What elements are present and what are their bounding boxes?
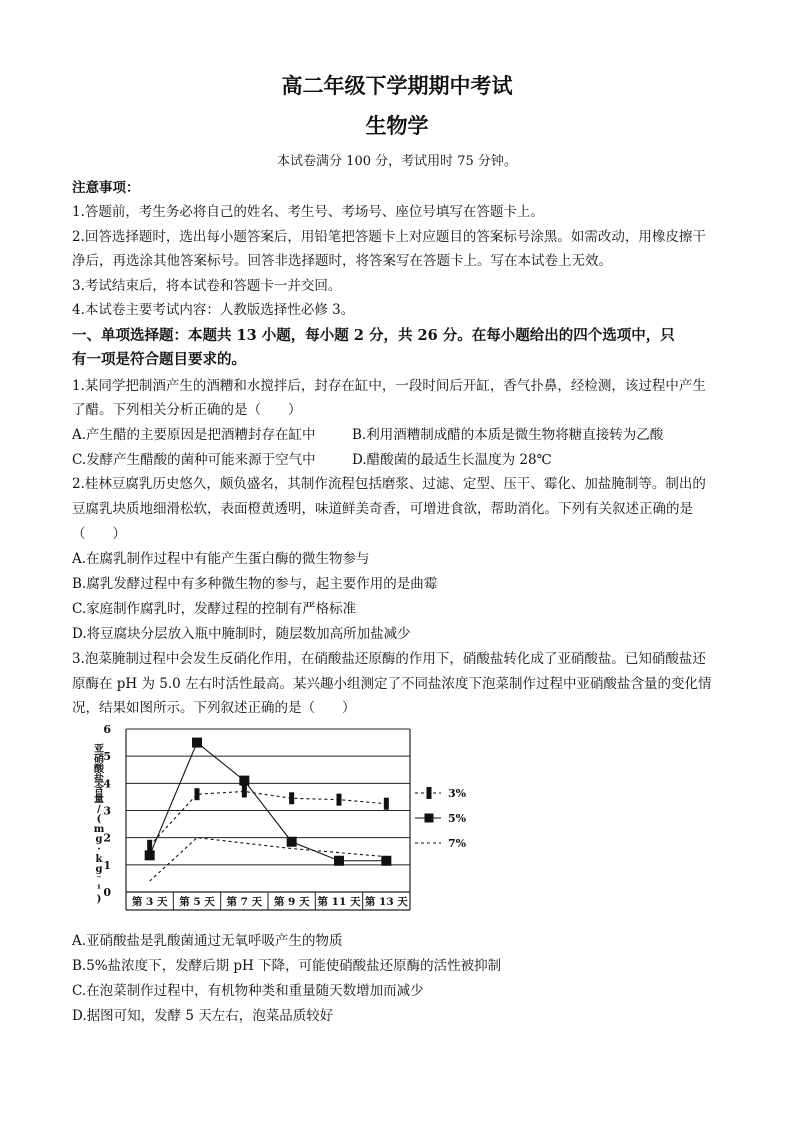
y-tick-label: 5 — [103, 750, 111, 764]
nitrite-chart — [85, 718, 485, 918]
question-2-option-b: B.腐乳发酵过程中有多种微生物的参与，起主要作用的是曲霉 — [72, 576, 438, 592]
y-tick-label: 6 — [103, 723, 111, 736]
question-2-stem: 2.桂林豆腐乳历史悠久，颇负盛名，其制作流程包括磨浆、过滤、定型、压干、霉化、加盐腌制等。制出的 — [72, 476, 706, 492]
question-3-option-a: A.亚硝酸盐是乳酸菌通过无氧呼吸产生的物质 — [72, 933, 343, 949]
question-1-option-a: A.产生醋的主要原因是把酒糟封存在缸中 — [72, 427, 316, 443]
x-category-label: 第 7 天 — [226, 896, 263, 908]
data-point-marker — [337, 794, 342, 806]
question-3-option-b: B.5%盐浓度下，发酵后期 pH 下降，可能使硝酸盐还原酶的活性被抑制 — [72, 958, 502, 974]
question-2-stem: 豆腐乳块质地细滑松软，表面橙黄透明，味道鲜美奇香，可增进食欲，帮助消化。下列有关叙述正确的是 — [72, 501, 693, 517]
legend-marker — [427, 787, 432, 799]
y-label-char: / — [97, 804, 101, 815]
y-label-char: 盐 — [94, 774, 104, 785]
legend-label: 3% — [448, 787, 467, 800]
data-point-marker — [145, 850, 155, 860]
y-label-char: ⁻ — [96, 874, 102, 885]
y-label-char: k — [95, 854, 103, 865]
question-1-stem: 1.某同学把制酒产生的酒糟和水搅拌后，封存在缸中，一段时间后开缸，香气扑鼻，经检测，该过程中产生 — [72, 378, 706, 394]
chart-grid — [126, 729, 410, 910]
y-tick-label: 0 — [103, 886, 111, 899]
y-label-char: m — [93, 824, 105, 835]
question-1-stem: 了醋。下列相关分析正确的是（ ） — [72, 402, 302, 418]
note-item: 净后，再选涂其他答案标号。回答非选择题时，将答案写在答题卡上。写在本试卷上无效。 — [72, 253, 612, 269]
data-point-marker — [195, 788, 200, 800]
y-tick-label: 3 — [103, 804, 111, 818]
exam-info: 本试卷满分 100 分，考试用时 75 分钟。 — [277, 154, 517, 169]
series-line — [150, 838, 387, 881]
data-point-marker — [192, 738, 202, 748]
y-tick-label: 4 — [103, 777, 111, 791]
question-1-option-d: D.醋酸菌的最适生长温度为 28℃ — [352, 452, 552, 468]
y-axis-ticks — [103, 723, 111, 899]
y-label-char: 硝 — [94, 754, 104, 765]
section-heading: 一、单项选择题：本题共 13 小题，每小题 2 分，共 26 分。在每小题给出的四个选项中，只 — [72, 327, 675, 344]
data-point-marker — [384, 798, 389, 810]
note-item: 3.考试结束后，将本试卷和答题卡一并交回。 — [72, 278, 342, 294]
section-heading: 有一项是符合题目要求的。 — [72, 351, 246, 368]
question-2-option-c: C.家庭制作腐乳时，发酵过程的控制有严格标准 — [72, 601, 357, 617]
question-3-option-d: D.据图可知，发酵 5 天左右，泡菜品质较好 — [72, 1008, 334, 1024]
y-label-char: 量 — [94, 794, 104, 805]
y-label-char: ¹ — [96, 884, 102, 895]
y-tick-label: 2 — [103, 831, 111, 845]
question-2-stem: （ ） — [72, 526, 126, 542]
x-category-label: 第 13 天 — [364, 896, 408, 908]
subject-title: 生物学 — [365, 113, 429, 138]
y-label-char: 含 — [94, 784, 104, 795]
y-label-char: g — [95, 834, 103, 845]
note-item: 1.答题前，考生务必将自己的姓名、考生号、考场号、座位号填写在答题卡上。 — [72, 204, 544, 220]
note-item: 4.本试卷主要考试内容：人教版选择性必修 3。 — [72, 302, 355, 318]
question-2-option-a: A.在腐乳制作过程中有能产生蛋白酶的微生物参与 — [72, 551, 370, 567]
question-2-option-d: D.将豆腐块分层放入瓶中腌制时，随层数加高所加盐减少 — [72, 626, 411, 642]
note-item: 2.回答选择题时，选出每小题答案后，用铅笔把答题卡上对应题目的答案标号涂黑。如需改动，用橡皮擦干 — [72, 229, 706, 245]
data-point-marker — [381, 856, 391, 866]
question-3-stem: 况，结果如图所示。下列叙述正确的是（ ） — [72, 700, 356, 716]
question-3-stem: 3.泡菜腌制过程中会发生反硝化作用，在硝酸盐还原酶的作用下，硝酸盐转化成了亚硝酸盐。已知硝酸盐还 — [72, 651, 706, 667]
legend-label: 7% — [448, 837, 467, 850]
y-label-char: · — [97, 844, 101, 855]
question-1-option-c: C.发酵产生醋酸的菌种可能来源于空气中 — [72, 452, 316, 468]
data-point-marker — [242, 785, 247, 797]
data-point-marker — [334, 856, 344, 866]
x-category-label: 第 11 天 — [317, 896, 361, 908]
question-3-stem: 原酶在 pH 为 5.0 左右时活性最高。某兴趣小组测定了不同盐浓度下泡菜制作过程中亚硝酸盐含量的变化情 — [72, 676, 712, 692]
data-point-marker — [287, 837, 297, 847]
question-1-option-b: B.利用酒糟制成醋的本质是微生物将糖直接转为乙酸 — [352, 427, 664, 443]
y-axis-label — [93, 742, 105, 905]
series-line — [150, 743, 387, 861]
chart-legend — [415, 787, 467, 850]
x-category-label: 第 3 天 — [131, 896, 168, 908]
y-tick-label: 1 — [103, 858, 111, 872]
legend-marker — [425, 814, 434, 823]
data-point-marker — [239, 776, 249, 786]
y-label-char: ( — [96, 814, 102, 825]
y-label-char: 酸 — [94, 764, 104, 775]
x-category-label: 第 9 天 — [273, 896, 310, 908]
question-3-option-c: C.在泡菜制作过程中，有机物种类和重量随天数增加而减少 — [72, 983, 424, 999]
legend-label: 5% — [448, 812, 467, 825]
x-category-label: 第 5 天 — [179, 896, 215, 908]
chart-series — [145, 738, 392, 882]
y-label-char: ) — [96, 894, 102, 905]
y-label-char: 亚 — [94, 744, 104, 755]
notes-heading: 注意事项： — [72, 180, 140, 196]
data-point-marker — [289, 792, 294, 804]
y-label-char: g — [95, 864, 103, 875]
exam-title: 高二年级下学期期中考试 — [281, 73, 513, 98]
